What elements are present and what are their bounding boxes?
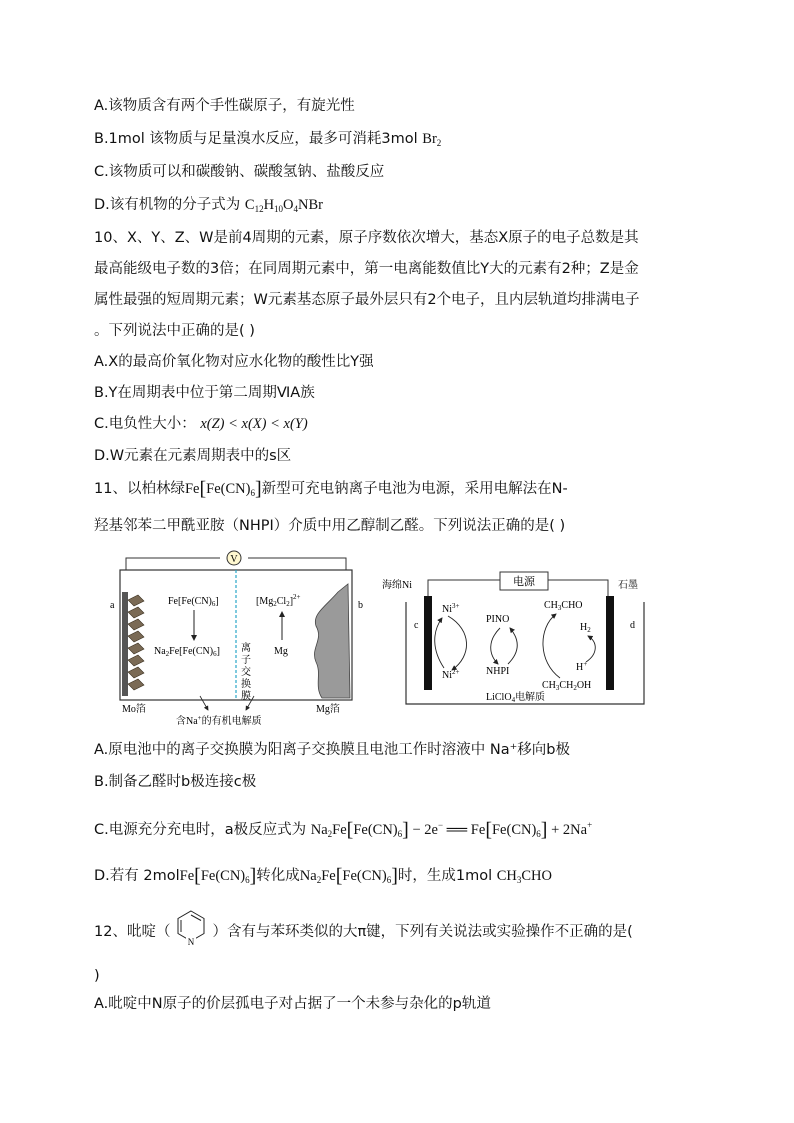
- q11-option-c: C.电源充分充电时，a极反应式为 $Na_2Fe[Fe(CN)_6] - 2e^-$ ══ $Fe[Fe(CN)_6] + 2Na^+$: [94, 819, 593, 841]
- q10-stem-line-1: 10、X、Y、Z、W是前4周期的元素，原子序数依次增大，基态X原子的电子总数是其: [94, 230, 639, 246]
- species-pino: PINO: [486, 614, 510, 625]
- q11-option-b: B.制备乙醛时b极连接c极: [94, 774, 257, 790]
- q9-option-b: B.1mol 该物质与足量溴水反应，最多可消耗3mol $Br_2$: [94, 131, 442, 148]
- svg-text:V: V: [230, 554, 238, 565]
- graphite-label: 石墨: [618, 580, 638, 591]
- electronegativity-expression: x(Z) < x(X) < x(Y): [200, 416, 308, 432]
- svg-text:换: 换: [241, 679, 251, 690]
- q11-stem-line-2: 羟基邻苯二甲酰亚胺（NHPI）介质中用乙醇制乙醛。下列说法正确的是( ): [94, 518, 566, 534]
- electrolysis-diagram: [382, 566, 672, 714]
- mg-foil-label: Mg箔: [316, 704, 340, 715]
- species-ni3: $Ni^{3+}$: [442, 602, 460, 615]
- q10-option-d: D.W元素在元素周期表中的s区: [94, 448, 292, 464]
- svg-text:膜: 膜: [241, 691, 251, 702]
- q9-option-a: A.该物质含有两个手性碳原子，有旋光性: [94, 98, 355, 114]
- sponge-ni-label: 海绵Ni: [382, 580, 412, 591]
- q10-option-b: B.Y在周期表中位于第二周期ⅥA族: [94, 385, 315, 401]
- solution-label: LiClO$_4$电解质: [486, 692, 546, 704]
- electrode-label-a: a: [110, 600, 115, 611]
- molecular-formula: $C_{12}H_{10}O_4NBr$: [244, 197, 324, 214]
- electrode-label-c: c: [414, 620, 419, 631]
- graphite-electrode: [606, 596, 614, 690]
- q10-stem-line-2: 最高能级电子数的3倍；在同周期元素中，第一电离能数值比Y大的元素有2种；Z是金: [94, 261, 639, 277]
- svg-text:交: 交: [241, 667, 251, 678]
- q9-option-c: C.该物质可以和碳酸钠、碳酸氢钠、盐酸反应: [94, 164, 385, 180]
- q12-stem: 12、吡啶（ N ）含有与苯环类似的大π键，下列有关说法或实验操作不正确的是(: [94, 918, 633, 946]
- q10-option-c: C.电负性大小： x(Z) < x(X) < x(Y): [94, 416, 308, 432]
- q10-stem-line-3: 属性最强的短周期元素；W元素基态原子最外层只有2个电子，且内层轨道均排满电子: [94, 292, 640, 308]
- q10-stem-line-4: 。下列说法中正确的是( ): [94, 323, 255, 339]
- ni-electrode: [424, 596, 432, 690]
- q9-option-d: D.该有机物的分子式为 $C_{12}H_{10}O_4NBr$: [94, 197, 324, 214]
- svg-text:N: N: [188, 937, 195, 946]
- species-ni2: $Ni^{2+}$: [442, 668, 460, 681]
- q12-stem-close: ): [94, 968, 100, 984]
- berlin-green-formula: $Fe[Fe(CN)_6]$: [184, 478, 262, 500]
- battery-diagram: [100, 548, 372, 728]
- electrolyte-label: 含Na+的有机电解质: [176, 714, 262, 727]
- q11-stem-line-1: 11、以柏林绿$Fe[Fe(CN)_6]$新型可充电钠离子电池为电源，采用电解法在N-: [94, 478, 568, 500]
- species-h2: $H_2$: [580, 622, 591, 634]
- mo-foil-label: Mo箔: [122, 704, 146, 715]
- species-na2fe-fe-cn6: $Na_2Fe[Fe(CN)_6]$: [154, 646, 220, 658]
- electrode-label-b: b: [358, 600, 363, 611]
- q11-option-d: D.若有 $2molFe[Fe(CN)_6]$转化成$Na_2Fe[Fe(CN)_6]$时，生成1mol $CH_3CHO$: [94, 865, 553, 887]
- mo-foil-electrode: [122, 592, 128, 696]
- q12-option-a: A.吡啶中N原子的价层孤电子对占据了一个未参与杂化的p轨道: [94, 996, 491, 1012]
- species-mg: Mg: [274, 646, 288, 657]
- species-nhpi: NHPI: [486, 666, 510, 677]
- q11-option-a: A.原电池中的离子交换膜为阳离子交换膜且电池工作时溶液中 Na⁺移向b极: [94, 742, 570, 758]
- pyridine-ring-icon: [172, 908, 210, 946]
- species-ch3ch2oh: $CH_3CH_2OH$: [542, 680, 592, 692]
- species-fe-fe-cn6: $Fe[Fe(CN)_6]$: [168, 596, 219, 608]
- species-hplus: H+: [576, 660, 588, 673]
- conversion-formula: $Fe[Fe(CN)_6]$转化成$Na_2Fe[Fe(CN)_6]$: [179, 865, 398, 887]
- svg-text:电源: 电源: [513, 576, 535, 588]
- svg-text:离: 离: [241, 643, 251, 654]
- svg-text:子: 子: [241, 655, 251, 666]
- species-ch3cho: $CH_3CHO$: [544, 600, 583, 612]
- q10-option-a: A.X的最高价氧化物对应水化物的酸性比Y强: [94, 354, 374, 370]
- charging-equation: $Na_2Fe[Fe(CN)_6] - 2e^-$ ══ $Fe[Fe(CN)_6] + 2Na^+$: [310, 819, 593, 841]
- electrode-label-d: d: [630, 620, 635, 631]
- species-mg2cl2: $[Mg_2Cl_2]^{2+}$: [256, 593, 301, 608]
